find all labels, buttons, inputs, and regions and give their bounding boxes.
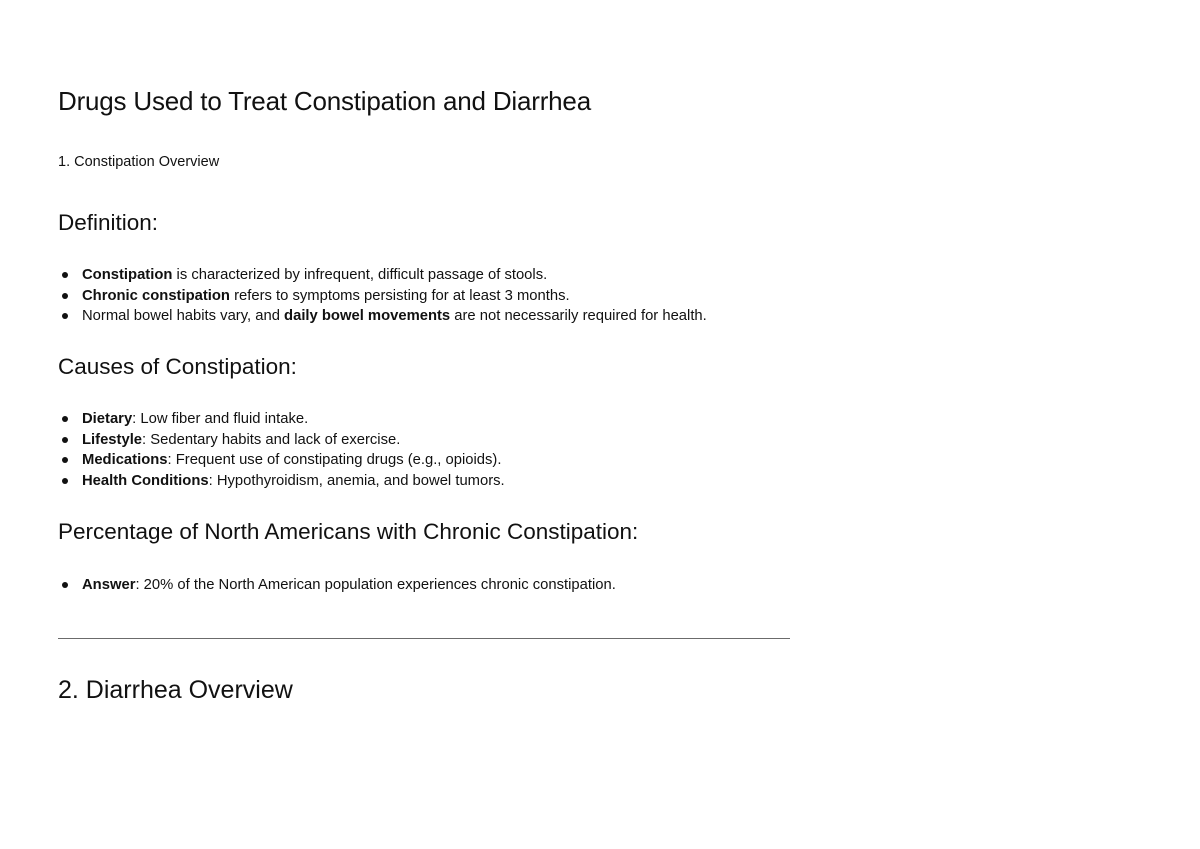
term: Constipation: [82, 267, 173, 283]
list-item-text: : Frequent use of constipating drugs (e.g., opioids).: [167, 452, 502, 468]
list-item-text: : Sedentary habits and lack of exercise.: [142, 431, 401, 448]
definition-list: [58, 265, 818, 327]
diarrhea-heading: 2. Diarrhea Overview: [58, 676, 293, 704]
list-item: [58, 430, 818, 451]
percentage-list: [58, 575, 818, 596]
list-item-text: : Low fiber and fluid intake.: [132, 411, 309, 427]
term: Lifestyle: [82, 431, 143, 448]
percentage-heading: Percentage of North Americans with Chronic Constipation:: [58, 519, 639, 544]
list-item-text: : 20% of the North American population experiences chronic constipation.: [135, 577, 616, 593]
term: Chronic constipation: [82, 287, 230, 304]
term: Medications: [82, 452, 168, 468]
section-label-constipation: 1. Constipation Overview: [58, 154, 220, 170]
term: Answer: [82, 577, 136, 593]
list-item: [58, 575, 818, 596]
list-item-text: refers to symptoms persisting for at least 3 months.: [229, 287, 570, 304]
list-item-text: are not necessarily required for health.: [450, 308, 707, 324]
list-item: [58, 306, 818, 327]
list-item: [58, 286, 818, 307]
page-title: Drugs Used to Treat Constipation and Diarrhea: [58, 86, 591, 116]
bullet-icon: [62, 582, 68, 588]
list-item: [58, 409, 818, 430]
term: Health Conditions: [82, 472, 209, 489]
bullet-icon: [62, 313, 68, 319]
causes-list: [58, 409, 818, 491]
list-item-text: is characterized by infrequent, difficult passage of stools.: [172, 267, 548, 283]
list-item: [58, 450, 818, 471]
bullet-icon: [62, 416, 68, 422]
bullet-icon: [62, 457, 68, 463]
list-item: [58, 265, 818, 286]
bullet-icon: [62, 293, 68, 299]
definition-heading: Definition:: [58, 210, 159, 235]
bullet-icon: [62, 437, 68, 443]
term: Dietary: [82, 411, 133, 427]
causes-heading: Causes of Constipation:: [58, 354, 297, 379]
bullet-icon: [62, 272, 68, 278]
bullet-icon: [62, 478, 68, 484]
list-item: [58, 471, 818, 492]
term: daily bowel movements: [284, 308, 451, 324]
list-item-text: : Hypothyroidism, anemia, and bowel tumors.: [208, 472, 505, 489]
section-divider: [58, 638, 790, 639]
list-item-text-prefix: Normal bowel habits vary, and: [82, 308, 285, 324]
